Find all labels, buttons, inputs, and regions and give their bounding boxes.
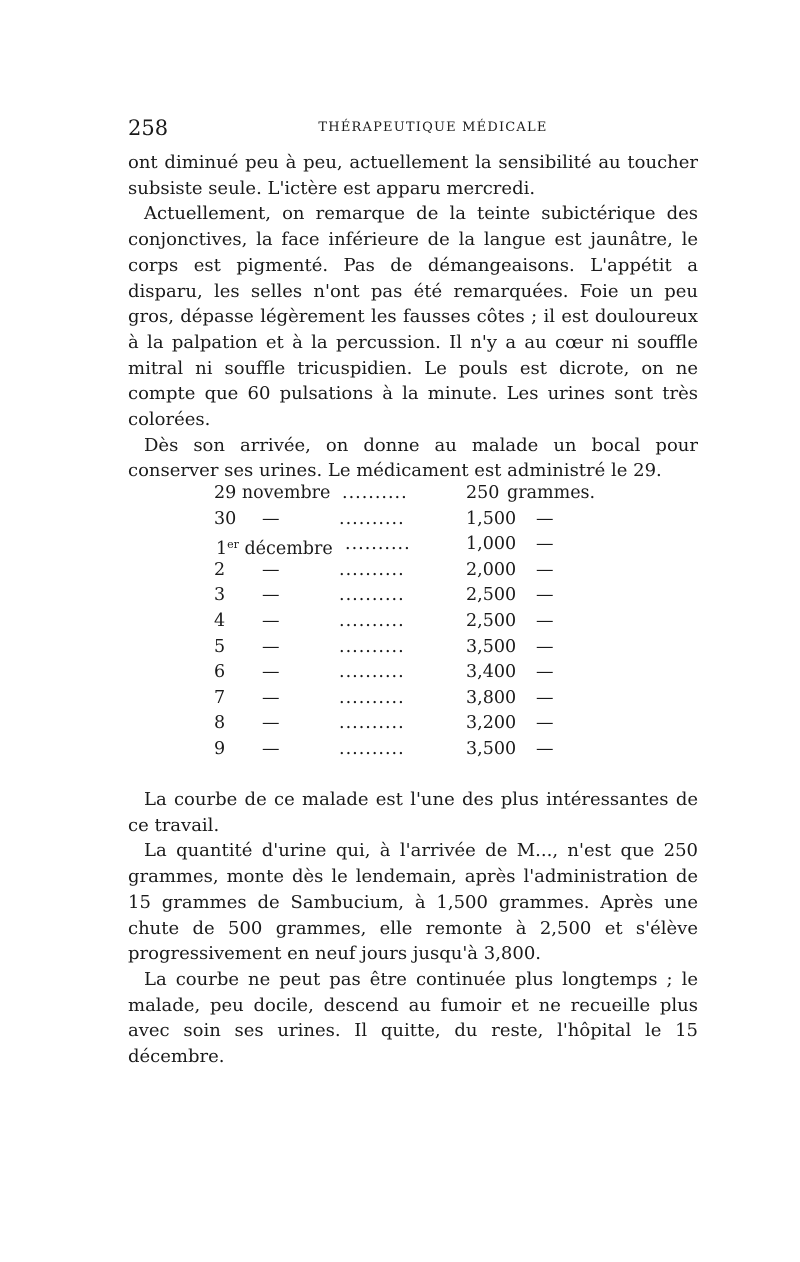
quantity-cell: 2,500 [466, 585, 517, 606]
day-cell: 9 [214, 738, 226, 759]
running-title: THÉRAPEUTIQUE MÉDICALE [318, 120, 548, 135]
ditto-dash: — [262, 610, 280, 631]
quantity-cell: 3,500 [466, 738, 517, 759]
day-cell: 3 [214, 585, 226, 606]
ditto-dash: — [262, 713, 280, 734]
table-row [214, 609, 614, 635]
day-number: 1 [216, 539, 228, 560]
quantity-cell: 2,500 [466, 610, 517, 631]
day-cell: 4 [214, 610, 226, 631]
leader-dots: .......... [339, 585, 405, 606]
ditto-dash: — [262, 687, 280, 708]
leader-dots: .......... [339, 559, 405, 580]
table-row [214, 507, 614, 533]
unit-cell: — [536, 534, 554, 555]
leader-dots: .......... [342, 483, 408, 503]
page-header [128, 116, 698, 146]
leader-dots: .......... [339, 610, 405, 631]
day-cell: 2 [214, 559, 226, 580]
table-row [214, 686, 614, 712]
unit-cell: — [536, 559, 554, 580]
ditto-dash: — [262, 559, 280, 580]
table-row [214, 481, 614, 507]
day-cell: 8 [214, 713, 226, 734]
unit-cell: — [536, 713, 554, 734]
leader-dots: .......... [339, 508, 405, 529]
unit-cell: — [536, 610, 554, 631]
quantity-cell: 3,400 [466, 662, 517, 683]
month-name: décembre [238, 539, 333, 560]
page-number: 258 [128, 116, 169, 140]
table-row [214, 711, 614, 737]
day-cell: 30 [214, 508, 237, 529]
leader-dots: .......... [339, 738, 405, 759]
quantity-cell: 1,500 [466, 508, 517, 529]
day-cell: 29 novembre [214, 483, 331, 503]
table-row [214, 558, 614, 584]
ditto-dash: — [262, 585, 280, 606]
table-row [214, 737, 614, 763]
paragraph: La courbe de ce malade est l'une des plus intéressantes de ce travail. [128, 789, 698, 836]
quantity-cell: 3,800 [466, 687, 517, 708]
table-row [214, 660, 614, 686]
quantity-cell: 1,000 [466, 534, 517, 555]
unit-cell: — [536, 662, 554, 683]
leader-dots: .......... [345, 534, 411, 555]
quantity-cell: 250 [466, 483, 500, 503]
day-cell: 5 [214, 636, 226, 657]
paragraph: Actuellement, on remarque de la teinte subictérique des conjonctives, la face inférieure de la langue est jaunâtre, le corps est pigmenté. Pas de démangeaisons. L'appétit a disparu, les selles n'ont pas été remarquées. Foie un peu gros, dépasse légèrement les fausses côtes ; il est douloureux à la palpation et à la percussion. Il n'y a au cœur ni souffle mitral ni souffle tricuspidien. Le pouls est dicrote, on ne compte que 60 pulsations à la minute. Les urines sont très colorées. [128, 203, 698, 431]
paragraph: La quantité d'urine qui, à l'arrivée de M..., n'est que 250 grammes, monte dès le lendemain, après l'administration de 15 grammes de Sambucium, à 1,500 grammes. Après une chute de 500 grammes, elle remonte à 2,500 et s'élève progressivement en neuf jours jusqu'à 3,800. [128, 840, 698, 965]
table-row [214, 532, 614, 558]
body-text-top [128, 150, 698, 484]
table-row [214, 583, 614, 609]
paragraph: Dès son arrivée, on donne au malade un bocal pour conserver ses urines. Le médicament est administré le 29. [128, 434, 698, 482]
unit-cell: — [536, 636, 554, 657]
quantity-cell: 2,000 [466, 559, 517, 580]
ditto-dash: — [262, 662, 280, 683]
leader-dots: .......... [339, 662, 405, 683]
day-cell: 7 [214, 687, 226, 708]
quantity-cell: 3,200 [466, 713, 517, 734]
unit-cell: grammes. [507, 483, 596, 503]
quantity-cell: 3,500 [466, 636, 517, 657]
paragraph: ont diminué peu à peu, actuellement la sensibilité au toucher subsiste seule. L'ictère est apparu mercredi. [128, 152, 698, 199]
unit-cell: — [536, 508, 554, 529]
ditto-dash: — [262, 508, 280, 529]
ditto-dash: — [262, 738, 280, 759]
unit-cell: — [536, 738, 554, 759]
leader-dots: .......... [339, 687, 405, 708]
table-row [214, 635, 614, 661]
ditto-dash: — [262, 636, 280, 657]
day-cell: 6 [214, 662, 226, 683]
leader-dots: .......... [339, 636, 405, 657]
paragraph: La courbe ne peut pas être continuée plus longtemps ; le malade, peu docile, descend au fumoir et ne recueille plus avec soin ses urines. Il quitte, du reste, l'hôpital le 15 décembre. [128, 968, 698, 1068]
leader-dots: .......... [339, 713, 405, 734]
urine-quantity-table [214, 481, 614, 763]
unit-cell: — [536, 687, 554, 708]
body-text-bottom [128, 787, 698, 1070]
unit-cell: — [536, 585, 554, 606]
ordinal-superscript: er [227, 538, 239, 552]
